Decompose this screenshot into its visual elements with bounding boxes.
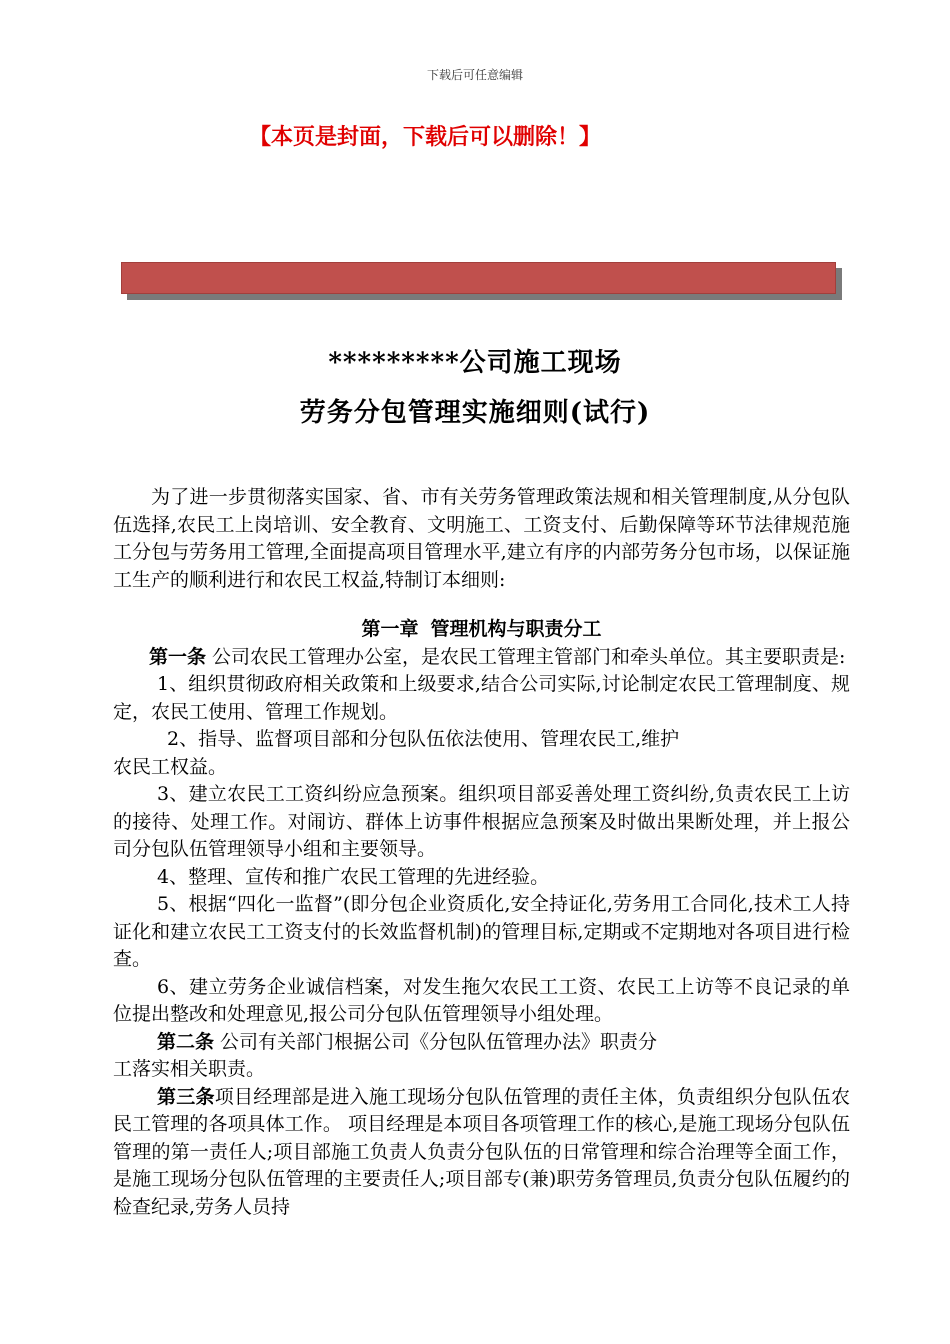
article-3-label: 第三条 (157, 1085, 215, 1108)
article-1-item-3: 3、建立农民工工资纠纷应急预案。组织项目部妥善处理工资纠纷,负责农民工上访的接待、处理工作。对闹访、群体上访事件根据应急预案及时做出果断处理，并上报公司分包队伍管理领导小组和主要领导。 (113, 783, 850, 860)
article-1-label: 第一条 (149, 645, 207, 668)
chapter-heading (113, 616, 850, 644)
article-1-item-5: 5、根据“四化一监督”(即分包企业资质化,安全持证化,劳务用工合同化,技术工人持证化和建立农民工工资支付的长效监督机制)的管理目标,定期或不定期地对各项目进行检查。 (113, 893, 850, 970)
article-1-item-2: 2、指导、监督项目部和分包队伍依法使用、管理农民工,维护 (167, 728, 680, 750)
article-1-item-2-cont: 农民工权益。 (113, 755, 228, 778)
article-2-text-line2: 工落实相关职责。 (113, 1058, 266, 1080)
article-1-item-4: 4、整理、宣传和推广农民工管理的先进经验。 (157, 865, 550, 888)
article-3 (113, 1084, 850, 1222)
article-3-text: 项目经理部是进入施工现场分包队伍管理的责任主体，负责组织分包队伍农民工管理的各项具体工作。 项目经理是本项目各项管理工作的核心,是施工现场分包队伍管理的第一责任人;项目部施工负责人负责分包队伍的日常管理和综合治理等全面工作，是施工现场分包队伍管理的主要责任人;项目部专(兼)职劳务管理员,负责分包队伍履约的检查纪录,劳务人员持 (113, 1085, 850, 1218)
article-1 (113, 644, 850, 672)
article-1-item-1: 1、组织贯彻政府相关政策和上级要求,结合公司实际,讨论制定农民工管理制度、规定，农民工使用、管理工作规划。 (113, 673, 850, 723)
intro-paragraph: 为了进一步贯彻落实国家、省、市有关劳务管理政策法规和相关管理制度,从分包队伍选择,农民工上岗培训、安全教育、文明施工、工资支付、后勤保障等环节法律规范施工分包与劳务用工管理,全面提高项目管理水平,建立有序的内部劳务分包市场，以保证施工生产的顺利进行和农民工权益,特制订本细则: (113, 486, 850, 591)
article-2 (113, 1029, 850, 1057)
document-body (113, 484, 850, 1221)
chapter-number: 第一章 (361, 618, 419, 640)
decorative-banner (121, 262, 836, 294)
article-2-label: 第二条 (157, 1030, 215, 1053)
header-note: 下载后可任意编辑 (426, 68, 523, 82)
document-title-line1: *********公司施工现场 (328, 348, 622, 378)
article-1-item-6: 6、建立劳务企业诚信档案，对发生拖欠农民工工资、农民工上访等不良记录的单位提出整改和处理意见,报公司分包队伍管理领导小组处理。 (113, 975, 850, 1025)
cover-notice: 【本页是封面，下载后可以删除！】 (248, 124, 601, 150)
article-2-text-line1: 公司有关部门根据公司《分包队伍管理办法》职责分 (214, 1030, 658, 1053)
chapter-name: 管理机构与职责分工 (430, 618, 602, 640)
article-1-text: 公司农民工管理办公室，是农民工管理主管部门和牵头单位。其主要职责是: (206, 645, 846, 668)
document-title-line2: 劳务分包管理实施细则(试行) (299, 398, 651, 428)
